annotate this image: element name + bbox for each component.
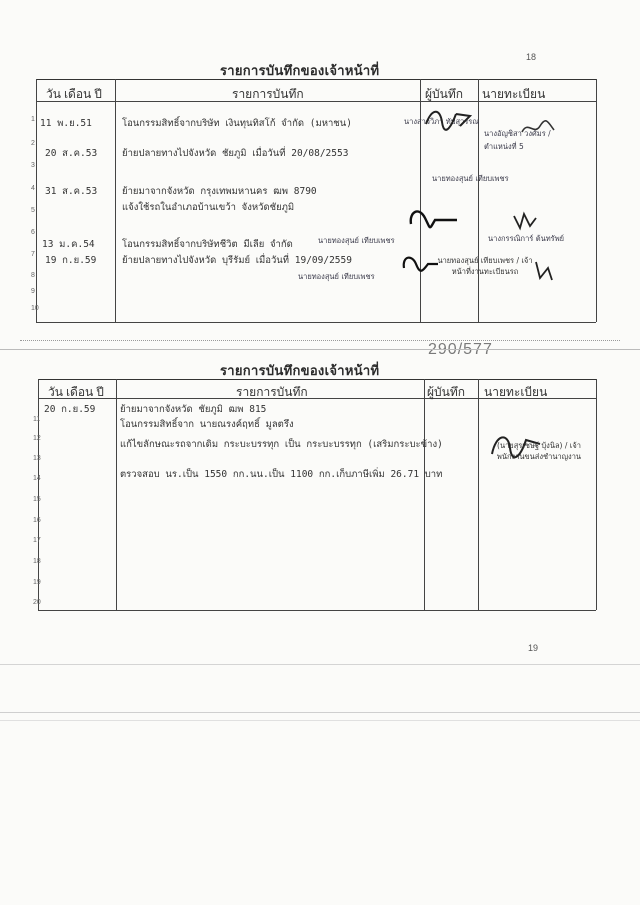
entry-date: 19 ก.ย.59	[45, 255, 97, 266]
entry-text: ย้ายมาจากจังหวัด ชัยภูมิ ฒพ 815	[120, 404, 267, 415]
divider-stamp: 290/577	[428, 341, 493, 358]
entry-text: ตรวจสอบ นร.เป็น 1550 กก.นน.เป็น 1100 กก.เก็บภาษีเพิ่ม 26.71 บาท	[120, 469, 443, 480]
page-number-top: 18	[526, 52, 537, 62]
page-number-bottom: 19	[528, 643, 539, 653]
entry-date: 20 ก.ย.59	[44, 404, 96, 415]
line-number: 8	[31, 272, 35, 279]
table2-col-entry	[424, 379, 425, 610]
recorder-name: นายทองสุนย์ เทียบเพชร	[318, 236, 395, 245]
header-recorder: ผู้บันทึก	[427, 385, 466, 399]
header-registrar: นายทะเบียน	[484, 385, 548, 399]
scan-streak	[0, 664, 640, 665]
scan-streak	[0, 349, 640, 350]
table2-col-date	[116, 379, 117, 610]
table2-bottom-border	[38, 610, 596, 611]
entry-text: ย้ายมาจากจังหวัด กรุงเทพมหานคร ฒพ 8790	[122, 186, 317, 197]
line-number: 3	[31, 162, 35, 169]
line-number: 6	[31, 229, 35, 236]
line-number: 9	[31, 288, 35, 295]
recorder-name: นายทองสุนย์ เทียบเพชร	[432, 174, 509, 183]
line-number: 2	[31, 140, 35, 147]
header-entry: รายการบันทึก	[236, 385, 308, 399]
header-entry: รายการบันทึก	[232, 87, 304, 101]
header-recorder: ผู้บันทึก	[425, 87, 464, 101]
entry-text: โอนกรรมสิทธิ์จาก นายณรงค์ฤทธิ์ มูลตรึง	[120, 419, 294, 430]
perforation-line	[20, 340, 620, 341]
entry-text: แก้ไขลักษณะรถจากเดิม กระบะบรรทุก เป็น กระบะบรรทุก (เสริมกระบะข้าง)	[120, 439, 443, 450]
line-number: 16	[33, 517, 41, 524]
line-number: 7	[31, 251, 35, 258]
header-date: วัน เดือน ปี	[46, 87, 102, 101]
section-title-1: รายการบันทึกของเจ้าหน้าที่	[220, 63, 380, 78]
line-number: 19	[33, 579, 41, 586]
line-number: 15	[33, 496, 41, 503]
entry-text: ย้ายปลายทางไปจังหวัด ชัยภูมิ เมื่อวันที่ 20/08/2553	[122, 148, 349, 159]
table2-left-border	[38, 379, 39, 610]
line-number: 18	[33, 558, 41, 565]
section-title-2: รายการบันทึกของเจ้าหน้าที่	[220, 363, 380, 378]
scan-streak	[0, 712, 640, 713]
header-registrar: นายทะเบียน	[482, 87, 546, 101]
entry-date: 11 พ.ย.51	[40, 118, 92, 129]
entry-date: 31 ส.ค.53	[45, 186, 98, 197]
registrar-stamp: นายทองสุนย์ เทียบเพชร / เจ้าหน้าที่งานทะเบียนรถ	[437, 256, 533, 276]
signature-icon	[530, 258, 560, 284]
recorder-name: นายทองสุนย์ เทียบเพชร	[298, 272, 375, 281]
registrar-name: นางอัญชิสา วงศ์มร / ตำแหน่งที่ 5	[484, 129, 551, 151]
table1-right-border	[596, 79, 597, 322]
signature-icon	[398, 250, 442, 276]
table2-right-border	[596, 379, 597, 610]
table1-col-date	[115, 79, 116, 322]
line-number: 17	[33, 537, 41, 544]
recorder-name: นางสาววิภา ทับสุวรรณ	[404, 117, 480, 126]
table1-top-border	[36, 79, 596, 80]
line-number: 11	[33, 416, 41, 423]
entry-text: โอนกรรมสิทธิ์จากบริษัทชีวิต มีเลีย จำกัด	[122, 239, 293, 250]
table2-top-border	[38, 379, 596, 380]
signature-icon	[405, 202, 465, 234]
header-date: วัน เดือน ปี	[48, 385, 104, 399]
line-number: 10	[31, 305, 39, 312]
line-number: 14	[33, 475, 41, 482]
line-number: 13	[33, 455, 41, 462]
entry-date: 13 ม.ค.54	[42, 239, 95, 250]
line-number: 12	[33, 435, 41, 442]
line-number: 20	[33, 599, 41, 606]
line-number: 4	[31, 185, 35, 192]
registrar-name: นางกรรณิการ์ ต้นทรัพย์	[488, 234, 565, 243]
table2-col-recorder	[478, 379, 479, 610]
entry-text: แจ้งใช้รถในอำเภอบ้านเขว้า จังหวัดชัยภูมิ	[122, 202, 295, 213]
line-number: 5	[31, 207, 35, 214]
line-number: 1	[31, 116, 35, 123]
table1-left-border	[36, 79, 37, 322]
signature-icon	[510, 208, 542, 232]
scan-streak	[0, 720, 640, 721]
signature-icon	[420, 104, 480, 134]
entry-date: 20 ส.ค.53	[45, 148, 98, 159]
table1-bottom-border	[36, 322, 596, 323]
entry-text: ย้ายปลายทางไปจังหวัด บุรีรัมย์ เมื่อวันที่ 19/09/2559	[122, 255, 352, 266]
entry-text: โอนกรรมสิทธิ์จากบริษัท เงินทุนทิสโก้ จำกัด (มหาชน)	[122, 118, 352, 129]
registrar-stamp: (นายสุรเชษฐ์ บุ้งนิล) / เจ้าพนักงานขนส่งชำนาญงาน	[496, 441, 582, 461]
signature-icon	[518, 118, 558, 142]
